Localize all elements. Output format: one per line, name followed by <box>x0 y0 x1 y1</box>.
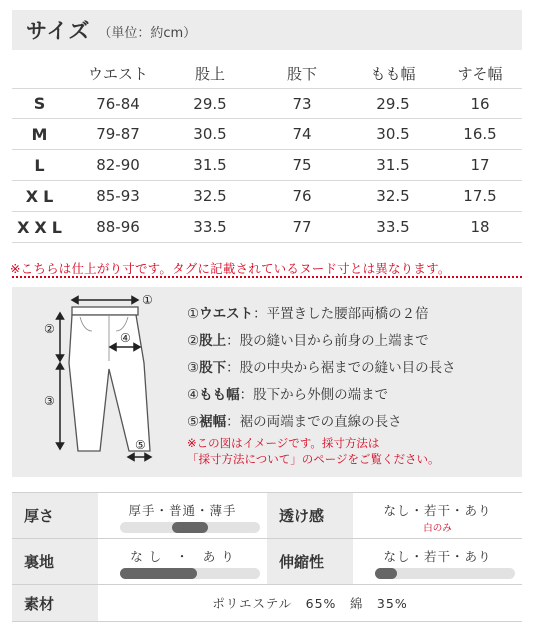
waistband-shape <box>72 307 138 315</box>
legend-item: ①ウエスト：平置きした腰部両橋の２倍 <box>187 306 429 322</box>
table-cell: 32.5 <box>193 187 227 205</box>
column-header: 股下 <box>286 64 317 83</box>
thickness-indicator <box>172 522 208 533</box>
marker-1: ① <box>142 293 153 307</box>
sheerness-options: なし・若干・あり <box>383 503 492 518</box>
dotted-divider <box>12 276 522 278</box>
table-row <box>12 212 522 243</box>
table-cell: 18 <box>470 218 490 236</box>
thickness-value <box>98 493 267 538</box>
size-label: M <box>31 124 53 144</box>
table-row <box>12 88 522 119</box>
table-cell: 33.5 <box>376 218 410 236</box>
table-cell: 73 <box>292 94 312 113</box>
size-label: XXL <box>17 217 67 237</box>
column-header: 股上 <box>194 64 225 83</box>
table-row <box>12 119 522 150</box>
stretch-value <box>353 539 522 584</box>
thickness-options: 厚手・普通・薄手 <box>128 503 237 518</box>
thickness-label: 厚さ <box>12 493 98 538</box>
table-cell: 17 <box>470 156 490 174</box>
size-table <box>12 58 522 243</box>
sheerness-label: 透け感 <box>267 493 353 538</box>
table-cell: 85-93 <box>96 187 140 205</box>
lining-value <box>98 539 267 584</box>
table-cell: 16.5 <box>463 125 497 143</box>
column-header: もも幅 <box>370 64 416 83</box>
table-cell: 30.5 <box>376 125 410 143</box>
table-cell: 76-84 <box>96 94 140 113</box>
marker-4: ④ <box>120 331 131 345</box>
legend-item: ④もも幅：股下から外側の端まで <box>187 387 389 403</box>
marker-5: ⑤ <box>135 438 146 452</box>
size-unit: （単位：約cm） <box>98 26 197 41</box>
material-row <box>12 492 522 538</box>
sheerness-value <box>353 493 522 538</box>
table-row <box>12 181 522 212</box>
size-label: L <box>34 155 50 175</box>
legend-item: ②股上：股の縫い目から前身の上端まで <box>187 333 429 349</box>
column-header: ウエスト <box>87 64 148 83</box>
stretch-indicator <box>375 568 397 579</box>
lining-options: な し ・ あ り <box>130 549 235 564</box>
sheerness-note: 白のみ <box>423 523 452 534</box>
table-cell: 77 <box>292 218 312 236</box>
size-label: XL <box>25 186 59 206</box>
table-cell: 17.5 <box>463 187 497 205</box>
fabric-label: 素材 <box>12 585 98 621</box>
marker-2: ② <box>44 322 55 336</box>
table-cell: 74 <box>292 125 312 143</box>
size-label: S <box>33 94 51 113</box>
stretch-options: なし・若干・あり <box>383 549 492 564</box>
column-header: すそ幅 <box>457 64 503 83</box>
diagram-note: ※この図はイメージです。採寸方法は 「採寸方法について」のページをご覧ください。 <box>187 436 440 466</box>
size-header <box>12 10 522 50</box>
table-cell: 31.5 <box>376 156 410 174</box>
size-title: サイズ <box>26 19 91 43</box>
lining-label: 裏地 <box>12 539 98 584</box>
table-cell: 82-90 <box>96 156 140 174</box>
table-cell: 33.5 <box>193 218 227 236</box>
measurement-diagram <box>12 287 522 477</box>
marker-3: ③ <box>44 394 55 408</box>
measurement-legend <box>187 301 456 436</box>
size-table-header-row <box>12 58 522 88</box>
lining-indicator <box>120 568 197 579</box>
table-cell: 75 <box>292 156 312 174</box>
legend-item: ③股下：股の中央から裾までの縫い目の長さ <box>187 360 456 376</box>
material-table <box>12 492 522 622</box>
table-cell: 88-96 <box>96 218 140 236</box>
material-row <box>12 538 522 584</box>
finished-size-notice: ※こちらは仕上がり寸です。タグに記載されているヌード寸とは異なります。 <box>10 261 451 276</box>
table-cell: 31.5 <box>193 156 227 174</box>
pants-body-shape <box>69 315 150 451</box>
table-cell: 30.5 <box>193 125 227 143</box>
material-row <box>12 584 522 622</box>
table-cell: 16 <box>470 94 490 113</box>
table-row <box>12 150 522 181</box>
table-cell: 29.5 <box>193 94 227 113</box>
table-cell: 79-87 <box>96 125 140 143</box>
table-cell: 76 <box>292 187 312 205</box>
legend-item: ⑤裾幅：裾の両端までの直線の長さ <box>187 414 402 430</box>
pants-illustration <box>30 291 180 473</box>
table-cell: 32.5 <box>376 187 410 205</box>
table-cell: 29.5 <box>376 94 410 113</box>
fabric-value: ポリエステル 65% 綿 35% <box>212 596 408 611</box>
stretch-label: 伸縮性 <box>267 539 353 584</box>
